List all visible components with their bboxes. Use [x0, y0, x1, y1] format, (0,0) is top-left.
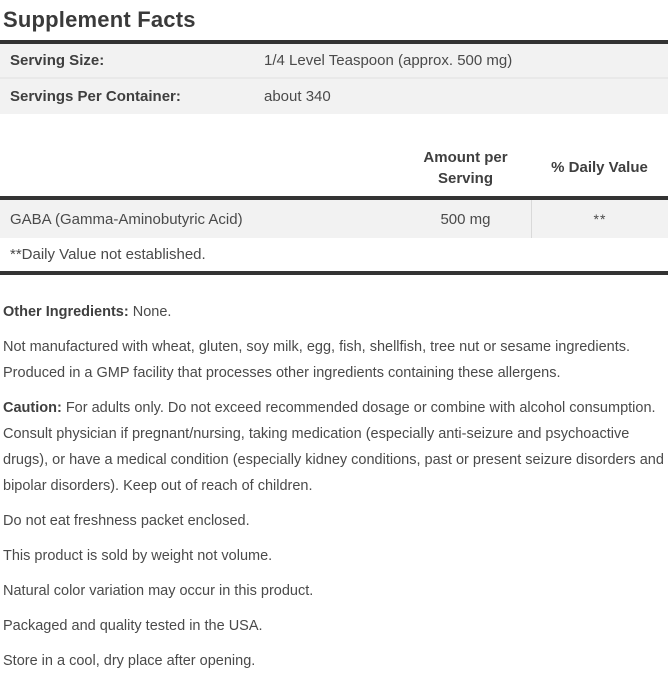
servings-per-container-value: about 340 — [264, 88, 331, 105]
table-row — [0, 200, 668, 238]
sold-by-weight-statement: This product is sold by weight not volume. — [3, 548, 273, 564]
page-title: Supplement Facts — [3, 7, 196, 32]
serving-size-label: Serving Size: — [10, 52, 105, 69]
caution-label: Caution: — [3, 400, 62, 416]
label-statements — [0, 299, 668, 674]
servings-per-container-label: Servings Per Container: — [10, 88, 181, 105]
spacer — [0, 114, 668, 139]
table-header-row — [0, 139, 668, 196]
caution-statement — [3, 395, 664, 499]
serving-size-row — [0, 44, 668, 79]
allergen-statement: Not manufactured with wheat, gluten, soy milk, egg, fish, shellfish, tree nut or sesame ingredients. Produced in a GMP facility that processes other ingredients containing these allergens. — [3, 339, 631, 381]
color-variation-statement: Natural color variation may occur in this product. — [3, 583, 314, 599]
divider-bottom — [0, 271, 668, 275]
table-footnote: **Daily Value not established. — [0, 238, 668, 271]
nutrient-name: GABA (Gamma-Aminobutyric Acid) — [10, 210, 243, 228]
serving-size-value: 1/4 Level Teaspoon (approx. 500 mg) — [264, 52, 513, 69]
servings-per-container-row — [0, 79, 668, 114]
other-ingredients-statement — [3, 299, 664, 325]
amount-per-serving-header-label: Amount per Serving — [423, 148, 508, 187]
amount-per-serving-header — [400, 139, 531, 196]
nutrient-amount: 500 mg — [440, 210, 491, 228]
daily-value-header: % Daily Value — [551, 159, 648, 176]
freshness-packet-statement: Do not eat freshness packet enclosed. — [3, 513, 250, 529]
nutrient-column-header-empty — [0, 139, 400, 196]
other-ingredients-label: Other Ingredients: — [3, 304, 129, 320]
caution-text: For adults only. Do not exceed recommended dosage or combine with alcohol consumption. Consult physician if pregnant/nursing, taking medication (especially anti-seizure and psychoactive drugs), or have a medical condition (especially kidney conditions, past or present seizure disorders and bipolar disorders). Keep out of reach of children. — [3, 400, 664, 494]
other-ingredients-value: None. — [132, 304, 172, 320]
storage-statement: Store in a cool, dry place after opening. — [3, 653, 256, 669]
nutrient-daily-value: ** — [531, 200, 668, 238]
packaging-statement: Packaged and quality tested in the USA. — [3, 618, 263, 634]
